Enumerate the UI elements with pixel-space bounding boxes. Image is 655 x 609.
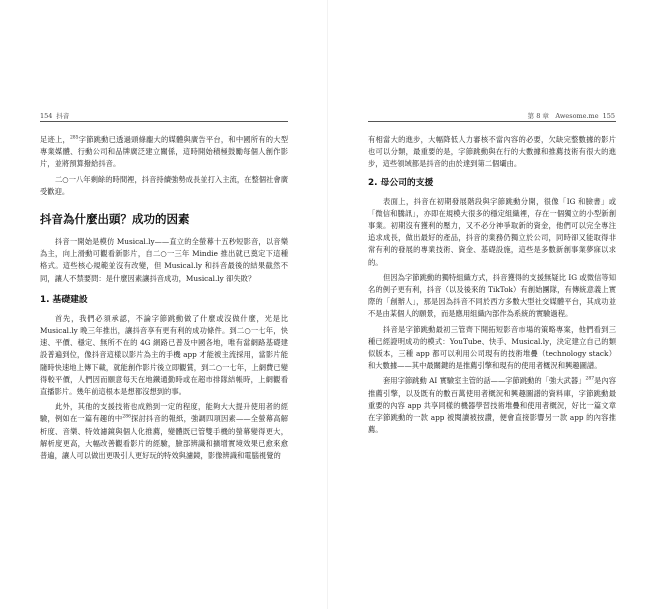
page-number: 155 [602, 112, 615, 120]
paragraph: 足迹上，$^{285}$字節跳動已透過頭條龐大的媒體與廣告平台，和中國所有的大型專業媒體、行動公司和品牌廣泛建立關係，這時開始積極鼓勵每個人創作影片，並將預算撥給抖音。 [40, 135, 289, 169]
paragraph: 但因為字節跳動的獨特組織方式，抖音獲得的支援無疑比 IG 或微信等知名的例子更有利，抖音（以及後來的 TikTok）有創始團隊，有傳統意義上實際的「創辦人」，那是因為抖音不同於西方多數大型社交媒體平台，其成功並不是由某個人的願景，而是應用組織內部作為系統的實驗過程。 [368, 272, 616, 319]
header-rule [40, 121, 288, 122]
page-number: 154 [40, 112, 53, 120]
footnote-ref: 287 [585, 377, 595, 383]
running-head: 第 8 章 Awesome.me [527, 112, 599, 120]
footnote-ref: 286 [122, 415, 131, 421]
paragraph: 表面上，抖音在初期發展階段與字節跳動分開，很像「IG 和臉書」或「微信和騰訊」，亦即在規模大很多的穩定組織裡，存在一個獨立的小型新創事業。初期沒有獲利的壓力，又不必分神爭取新的資金，他們可以完全專注追求成長，做出最好的產品，抖音的業務仍獨立於公司，同時卻又能取得非常有利的發展的專業技術、資金、基礎設施，這些是多數新創事業夢寐以求的。 [368, 196, 616, 267]
subsection-heading: 2. 母公司的支援 [368, 177, 434, 188]
left-page-header [40, 111, 69, 120]
running-head: 抖音 [56, 112, 70, 120]
paragraph: 二○一八年剩餘的時間裡，抖音持續強勢成長並打入主流，在整個社會廣受歡迎。 [40, 174, 288, 196]
left-page-body [40, 134, 288, 465]
subsection-heading: 1. 基礎建設 [40, 294, 88, 305]
footnote-ref: 285 [69, 135, 79, 141]
right-page [328, 0, 655, 609]
paragraph: 首先，我們必須承認，不論字節跳動做了什麼或沒做什麼，光是比 Musical.ly 晚三年推出，讓抖音享有更有利的成功條件。到二○一七年，快速、平價、穩定、無所不在的 4G 網路已普及中國各地，唯有當網路基礎建設普遍到位，像抖音這樣以影片為主的手機 app 才能被主流採用，當影片能隨時快速地上傳下載，就能創作影片後立即觀賞，到二○一七年，上網費已變得較平價，人們因而願意每天在地鐵通勤時或在超市排隊結帳時，上網觀看直播影片。幾年前這根本是想都沒想到的事。 [40, 313, 288, 397]
right-page-body [368, 134, 616, 439]
right-page-header [528, 111, 615, 120]
section-heading: 抖音為什麼出頭？成功的因素 [40, 212, 190, 227]
paragraph: 此外，其他的支援技術也成熟到一定的程度，能夠大大提升使用者的經驗，例如在一篇有趣的中$^{286}$探討抖音的報紙，強調四項因素——全螢幕高解析度、音樂、特效濾鏡與個人化推薦，變體既已管雙手機的螢幕變得更大，解析度更高，大幅改善觀看影片的經驗，臉部辨識和擴增實境效果已愈來愈普遍，讓人可以做出更吸引人更好玩的特效與濾鏡，影像辨識和電腦視覺的 [40, 402, 289, 461]
left-page [0, 0, 327, 609]
header-rule [368, 121, 616, 122]
paragraph: 套用字節跳動 AI 實驗室主管的話——字節跳動的「強大武器」$^{287}$是內容推薦引擎，以及既有的數百萬使用者概況和興趣圖譜的資料庫，字節跳動最重要的內容 app 共享同樣的機器學習技術堆疊和使用者概況，好比一篇文章在字節跳動的一款 app 被閱讀被按讚，便會直接影響另一款 app 的內容推薦。 [368, 376, 616, 435]
paragraph: 有相當大的進步，大幅降低人力審核不當內容的必要，欠缺完整數據的影片也可以分類，最重要的是，字節跳動與在行的大數據和推薦技術有很大的進步，這些領域都是抖音的由於達到第二個壩由。 [368, 135, 616, 169]
paragraph: 抖音一開始是模仿 Musical.ly——直立的全螢幕十五秒短影音，以音樂為主，向上滑動可觀看新影片，自二○一三年 Mindie 推出就已奠定下這種格式。這些核心規範並沒有改變，但 Musical.ly 和抖音最後的結果截然不同，讓人不禁要問：是什麼因素讓抖音成功，Musical.ly 卻失敗？ [40, 237, 288, 283]
paragraph: 抖音是字節跳動最初三管齊下開拓短影音市場的策略專案，他們看到三種已經證明成功的模式：YouTube、快手、Musical.ly，決定建立自己的類似版本，三種 app 都可以利用公司現有的技術堆疊（technology stack）和大數據——其中最關鍵的是推薦引擎和現有的使用者概況和興趣圖譜。 [368, 324, 616, 371]
